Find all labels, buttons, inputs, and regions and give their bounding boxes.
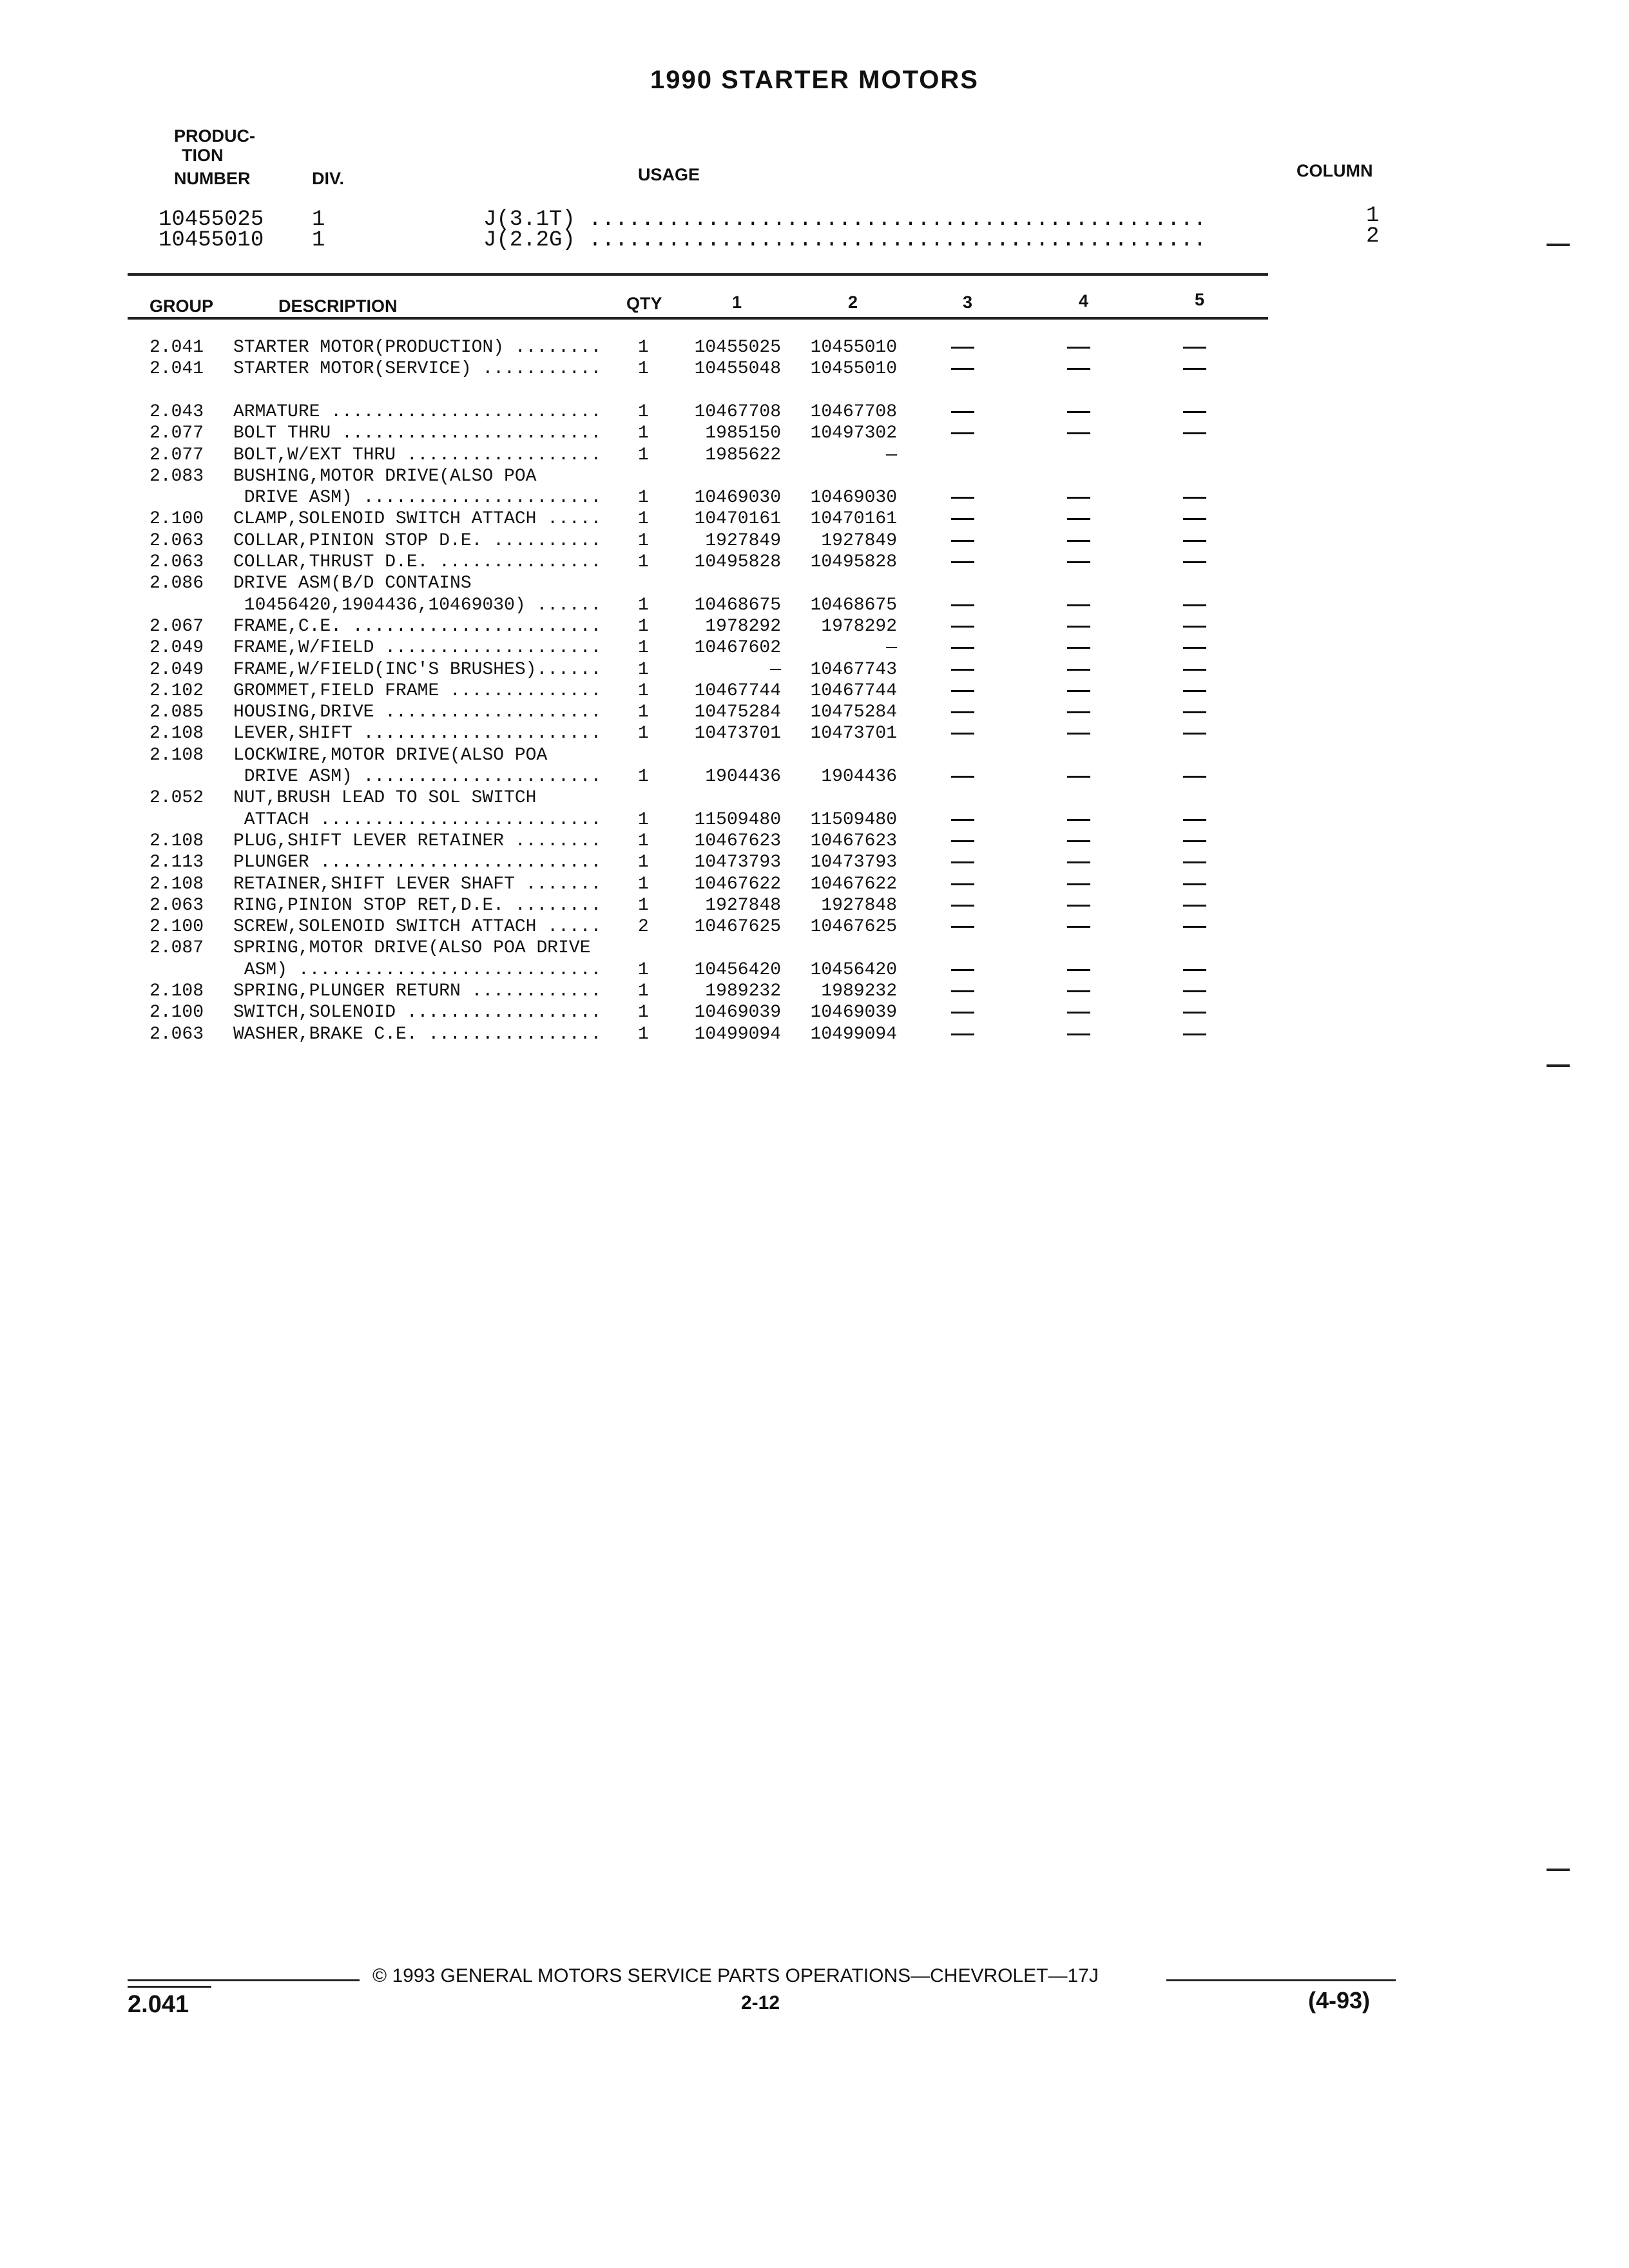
group-cell: 2.052: [149, 788, 204, 809]
col-header-description: DESCRIPTION: [278, 296, 398, 316]
column-3-dash: [951, 626, 974, 628]
column-5-dash: [1183, 969, 1206, 971]
description-cell: COLLAR,PINION STOP D.E. ..........: [233, 530, 602, 551]
column-4-dash: [1067, 733, 1090, 735]
column-4-dash: [1067, 561, 1090, 563]
column-5-dash: [1183, 1012, 1206, 1014]
column-1-cell: 10467744: [694, 680, 781, 701]
column-5-dash: [1183, 926, 1206, 928]
column-1-cell: 10475284: [694, 702, 781, 723]
column-3-dash: [951, 926, 974, 928]
column-1-cell: 1985150: [705, 423, 781, 444]
column-3-dash: [951, 1033, 974, 1035]
column-4-dash: [1067, 926, 1090, 928]
qty-cell: 1: [638, 530, 649, 551]
column-3-dash: [951, 905, 974, 907]
column-2-cell: 10467743: [810, 659, 897, 680]
qty-cell: 1: [638, 595, 649, 615]
table-row: [0, 445, 1629, 466]
qty-cell: 1: [638, 852, 649, 873]
column-5-dash: [1183, 776, 1206, 778]
qty-cell: 1: [638, 809, 649, 830]
description-cell: SWITCH,SOLENOID ..................: [233, 1003, 602, 1023]
qty-cell: 1: [638, 638, 649, 658]
column-4-dash: [1067, 368, 1090, 370]
column-1-cell: 10455025: [694, 338, 781, 358]
column-3-dash: [951, 347, 974, 349]
column-4-dash: [1067, 711, 1090, 713]
col-header-3: 3: [963, 293, 973, 312]
column-5-dash: [1183, 690, 1206, 692]
description-cell: PLUNGER ..........................: [233, 852, 602, 873]
column-4-dash: [1067, 969, 1090, 971]
description-cell: COLLAR,THRUST D.E. ...............: [233, 552, 602, 572]
column-4-dash: [1067, 861, 1090, 863]
group-cell: 2.087: [149, 938, 204, 959]
qty-cell: 1: [638, 401, 649, 422]
production-label-line-1: PRODUC-: [174, 126, 255, 146]
column-3-dash: [951, 990, 974, 992]
table-row: [0, 917, 1629, 938]
usage-label: USAGE: [638, 165, 700, 184]
group-cell: 2.043: [149, 401, 204, 422]
column-4-dash: [1067, 411, 1090, 413]
column-5-dash: [1183, 518, 1206, 520]
edge-mark: [1547, 1064, 1570, 1067]
column-3-dash: [951, 861, 974, 863]
table-row: [0, 874, 1629, 896]
column-4-dash: [1067, 905, 1090, 907]
column-4-dash: [1067, 604, 1090, 606]
qty-cell: 1: [638, 552, 649, 572]
description-cell: FRAME,C.E. .......................: [233, 616, 602, 637]
production-div: 1: [312, 207, 325, 232]
production-div: 1: [312, 228, 325, 253]
description-cell: LEVER,SHIFT ......................: [233, 724, 602, 744]
column-2-cell: 10467625: [810, 917, 897, 937]
qty-cell: 1: [638, 659, 649, 680]
table-row: [0, 852, 1629, 874]
column-2-cell: —: [886, 638, 897, 658]
column-4-dash: [1067, 776, 1090, 778]
column-5-dash: [1183, 711, 1206, 713]
group-cell: 2.063: [149, 895, 204, 916]
table-row: [0, 338, 1629, 359]
header-top-rule: [128, 273, 1268, 276]
qty-cell: 1: [638, 509, 649, 530]
column-1-cell: 10456420: [694, 959, 781, 980]
table-row: [0, 724, 1629, 745]
column-3-dash: [951, 733, 974, 735]
column-1-cell: 10467708: [694, 401, 781, 422]
column-1-cell: —: [770, 659, 781, 680]
column-4-dash: [1067, 518, 1090, 520]
column-4-dash: [1067, 626, 1090, 628]
production-usage: J(2.2G) ...............................................: [483, 228, 1207, 253]
qty-cell: 1: [638, 895, 649, 916]
table-row: [0, 359, 1629, 380]
table-row: [0, 788, 1629, 809]
group-cell: 2.086: [149, 573, 204, 594]
header-bottom-rule: [128, 317, 1268, 320]
column-2-cell: —: [886, 445, 897, 465]
col-header-2: 2: [848, 293, 858, 312]
table-row: [0, 402, 1629, 423]
description-cell: DRIVE ASM) ......................: [233, 767, 602, 787]
column-2-cell: 10475284: [810, 702, 897, 723]
qty-cell: 1: [638, 874, 649, 894]
column-3-dash: [951, 518, 974, 520]
qty-cell: 1: [638, 488, 649, 508]
column-1-cell: 1927849: [705, 530, 781, 551]
column-3-dash: [951, 711, 974, 713]
column-5-dash: [1183, 368, 1206, 370]
description-cell: NUT,BRUSH LEAD TO SOL SWITCH: [233, 788, 537, 809]
column-2-cell: 10456420: [810, 959, 897, 980]
column-5-dash: [1183, 883, 1206, 885]
column-2-cell: 10467708: [810, 401, 897, 422]
column-5-dash: [1183, 604, 1206, 606]
column-2-cell: 10455010: [810, 338, 897, 358]
column-2-cell: 1989232: [821, 981, 897, 1001]
column-2-cell: 10469039: [810, 1003, 897, 1023]
description-cell: LOCKWIRE,MOTOR DRIVE(ALSO POA: [233, 745, 548, 765]
qty-cell: 1: [638, 616, 649, 637]
column-5-dash: [1183, 840, 1206, 842]
col-header-5: 5: [1195, 290, 1205, 309]
column-3-dash: [951, 647, 974, 649]
group-cell: 2.049: [149, 659, 204, 680]
production-label-line-3: NUMBER: [174, 169, 251, 188]
column-5-dash: [1183, 647, 1206, 649]
column-3-dash: [951, 840, 974, 842]
column-5-dash: [1183, 861, 1206, 863]
table-row: [0, 831, 1629, 852]
description-cell: FRAME,W/FIELD(INC'S BRUSHES)......: [233, 659, 602, 680]
column-2-cell: 10467622: [810, 874, 897, 894]
table-row: [0, 1003, 1629, 1024]
table-row: [0, 509, 1629, 530]
description-cell: PLUG,SHIFT LEVER RETAINER ........: [233, 831, 602, 851]
column-3-dash: [951, 432, 974, 434]
column-1-cell: 10469039: [694, 1003, 781, 1023]
column-3-dash: [951, 883, 974, 885]
column-2-cell: 10469030: [810, 488, 897, 508]
column-3-dash: [951, 561, 974, 563]
column-4-dash: [1067, 840, 1090, 842]
description-cell: FRAME,W/FIELD ....................: [233, 638, 602, 658]
column-4-dash: [1067, 540, 1090, 542]
column-3-dash: [951, 819, 974, 821]
group-cell: 2.041: [149, 338, 204, 358]
table-row: [0, 573, 1629, 595]
column-5-dash: [1183, 432, 1206, 434]
group-cell: 2.049: [149, 638, 204, 658]
qty-cell: 1: [638, 445, 649, 465]
table-row: [0, 552, 1629, 573]
footer-rule-short: [128, 1986, 211, 1988]
table-row: [0, 595, 1629, 617]
column-1-cell: 1904436: [705, 767, 781, 787]
column-4-dash: [1067, 990, 1090, 992]
column-1-cell: 1978292: [705, 616, 781, 637]
column-4-dash: [1067, 1012, 1090, 1014]
qty-cell: 2: [638, 917, 649, 937]
qty-cell: 1: [638, 359, 649, 380]
column-1-cell: 1985622: [705, 445, 781, 465]
column-1-cell: 1989232: [705, 981, 781, 1001]
column-label: COLUMN: [1296, 161, 1373, 180]
group-cell: 2.108: [149, 874, 204, 894]
column-4-dash: [1067, 669, 1090, 671]
column-2-cell: 1904436: [821, 767, 897, 787]
column-2-cell: 10467744: [810, 680, 897, 701]
table-row: [0, 423, 1629, 445]
description-cell: ASM) ............................: [233, 959, 602, 980]
description-cell: STARTER MOTOR(PRODUCTION) ........: [233, 338, 602, 358]
group-cell: 2.083: [149, 466, 204, 486]
column-5-dash: [1183, 1033, 1206, 1035]
production-usage: J(3.1T) ...............................................: [483, 207, 1207, 232]
column-5-dash: [1183, 347, 1206, 349]
column-5-dash: [1183, 990, 1206, 992]
footer-copyright: © 1993 GENERAL MOTORS SERVICE PARTS OPERATIONS—CHEVROLET—17J: [372, 1965, 1099, 1986]
column-3-dash: [951, 690, 974, 692]
column-1-cell: 10467602: [694, 638, 781, 658]
table-row: [0, 681, 1629, 702]
table-row: [0, 938, 1629, 959]
column-1-cell: 10473793: [694, 852, 781, 873]
column-1-cell: 10467625: [694, 917, 781, 937]
column-2-cell: 1978292: [821, 616, 897, 637]
column-1-cell: 10455048: [694, 359, 781, 380]
qty-cell: 1: [638, 959, 649, 980]
table-row: [0, 531, 1629, 552]
edge-mark: [1547, 244, 1570, 246]
group-cell: 2.085: [149, 702, 204, 723]
column-4-dash: [1067, 432, 1090, 434]
column-4-dash: [1067, 647, 1090, 649]
production-column: 2: [1366, 224, 1380, 249]
qty-cell: 1: [638, 1003, 649, 1023]
group-cell: 2.077: [149, 423, 204, 444]
column-3-dash: [951, 411, 974, 413]
table-row: [0, 702, 1629, 724]
column-1-cell: 10467622: [694, 874, 781, 894]
description-cell: DRIVE ASM(B/D CONTAINS: [233, 573, 472, 594]
footer-rule-left: [128, 1979, 360, 1981]
description-cell: BOLT THRU ........................: [233, 423, 602, 444]
table-row: [0, 981, 1629, 1003]
description-cell: SPRING,MOTOR DRIVE(ALSO POA DRIVE: [233, 938, 591, 959]
group-cell: 2.108: [149, 981, 204, 1001]
div-label: DIV.: [312, 169, 345, 188]
production-label-line-2: TION: [182, 146, 224, 165]
group-cell: 2.041: [149, 359, 204, 380]
description-cell: WASHER,BRAKE C.E. ................: [233, 1024, 602, 1044]
table-row: [0, 1024, 1629, 1046]
footer-left-code: 2.041: [128, 1991, 189, 2018]
column-3-dash: [951, 368, 974, 370]
qty-cell: 1: [638, 680, 649, 701]
qty-cell: 1: [638, 423, 649, 444]
group-cell: 2.063: [149, 552, 204, 572]
column-1-cell: 10468675: [694, 595, 781, 615]
description-cell: RING,PINION STOP RET,D.E. ........: [233, 895, 602, 916]
table-row: [0, 617, 1629, 638]
description-cell: HOUSING,DRIVE ....................: [233, 702, 602, 723]
column-3-dash: [951, 540, 974, 542]
description-cell: STARTER MOTOR(SERVICE) ...........: [233, 359, 602, 380]
group-cell: 2.067: [149, 616, 204, 637]
column-4-dash: [1067, 347, 1090, 349]
column-2-cell: 1927848: [821, 895, 897, 916]
column-1-cell: 10499094: [694, 1024, 781, 1044]
table-row: [0, 767, 1629, 788]
edge-mark: [1547, 1869, 1570, 1871]
column-2-cell: 10455010: [810, 359, 897, 380]
description-cell: ARMATURE .........................: [233, 401, 602, 422]
column-1-cell: 11509480: [694, 809, 781, 830]
description-cell: ATTACH ..........................: [233, 809, 602, 830]
column-1-cell: 10495828: [694, 552, 781, 572]
group-cell: 2.113: [149, 852, 204, 873]
description-cell: 10456420,1904436,10469030) ......: [233, 595, 602, 615]
column-5-dash: [1183, 561, 1206, 563]
group-cell: 2.077: [149, 445, 204, 465]
column-4-dash: [1067, 497, 1090, 499]
qty-cell: 1: [638, 338, 649, 358]
table-row: [0, 896, 1629, 917]
column-2-cell: 10470161: [810, 509, 897, 530]
production-column: 1: [1366, 204, 1380, 228]
group-cell: 2.063: [149, 530, 204, 551]
table-row: [0, 810, 1629, 831]
description-cell: CLAMP,SOLENOID SWITCH ATTACH .....: [233, 509, 602, 530]
production-number: 10455025: [159, 207, 264, 232]
column-1-cell: 10467623: [694, 831, 781, 851]
column-3-dash: [951, 604, 974, 606]
column-3-dash: [951, 776, 974, 778]
column-3-dash: [951, 669, 974, 671]
table-row: [0, 745, 1629, 767]
column-4-dash: [1067, 1033, 1090, 1035]
col-header-qty: QTY: [626, 294, 662, 313]
production-number: 10455010: [159, 228, 264, 253]
group-cell: 2.100: [149, 509, 204, 530]
column-2-cell: 10467623: [810, 831, 897, 851]
group-cell: 2.108: [149, 724, 204, 744]
qty-cell: 1: [638, 724, 649, 744]
group-cell: 2.100: [149, 917, 204, 937]
description-cell: BOLT,W/EXT THRU ..................: [233, 445, 602, 465]
description-cell: BUSHING,MOTOR DRIVE(ALSO POA: [233, 466, 537, 486]
column-3-dash: [951, 1012, 974, 1014]
column-2-cell: 10473701: [810, 724, 897, 744]
col-header-1: 1: [732, 293, 742, 312]
qty-cell: 1: [638, 1024, 649, 1044]
column-2-cell: 10473793: [810, 852, 897, 873]
qty-cell: 1: [638, 702, 649, 723]
qty-cell: 1: [638, 981, 649, 1001]
column-2-cell: 10495828: [810, 552, 897, 572]
footer-rule-right: [1166, 1979, 1396, 1981]
column-2-cell: 10499094: [810, 1024, 897, 1044]
column-5-dash: [1183, 626, 1206, 628]
column-4-dash: [1067, 690, 1090, 692]
column-2-cell: 11509480: [810, 809, 897, 830]
column-2-cell: 10468675: [810, 595, 897, 615]
table-row: [0, 638, 1629, 659]
table-row: [0, 660, 1629, 681]
qty-cell: 1: [638, 831, 649, 851]
description-cell: DRIVE ASM) ......................: [233, 488, 602, 508]
column-2-cell: 1927849: [821, 530, 897, 551]
group-cell: 2.102: [149, 680, 204, 701]
column-5-dash: [1183, 497, 1206, 499]
column-1-cell: 10469030: [694, 488, 781, 508]
column-1-cell: 10473701: [694, 724, 781, 744]
group-cell: 2.108: [149, 745, 204, 765]
page-title: 1990 STARTER MOTORS: [650, 66, 979, 94]
column-1-cell: 10470161: [694, 509, 781, 530]
group-cell: 2.100: [149, 1003, 204, 1023]
description-cell: SPRING,PLUNGER RETURN ............: [233, 981, 602, 1001]
column-3-dash: [951, 497, 974, 499]
qty-cell: 1: [638, 767, 649, 787]
column-5-dash: [1183, 733, 1206, 735]
footer-page-number: 2-12: [741, 1992, 780, 2013]
table-row: [0, 488, 1629, 509]
column-1-cell: 1927848: [705, 895, 781, 916]
column-2-cell: 10497302: [810, 423, 897, 444]
footer-date: (4-93): [1308, 1987, 1371, 2013]
description-cell: SCREW,SOLENOID SWITCH ATTACH .....: [233, 917, 602, 937]
description-cell: RETAINER,SHIFT LEVER SHAFT .......: [233, 874, 602, 894]
column-5-dash: [1183, 411, 1206, 413]
table-row: [0, 466, 1629, 488]
description-cell: GROMMET,FIELD FRAME ..............: [233, 680, 602, 701]
col-header-4: 4: [1079, 291, 1089, 311]
group-cell: 2.108: [149, 831, 204, 851]
column-3-dash: [951, 969, 974, 971]
column-4-dash: [1067, 883, 1090, 885]
col-header-group: GROUP: [149, 296, 214, 316]
group-cell: 2.063: [149, 1024, 204, 1044]
column-5-dash: [1183, 819, 1206, 821]
column-4-dash: [1067, 819, 1090, 821]
table-row: [0, 960, 1629, 981]
column-5-dash: [1183, 905, 1206, 907]
column-5-dash: [1183, 669, 1206, 671]
column-5-dash: [1183, 540, 1206, 542]
